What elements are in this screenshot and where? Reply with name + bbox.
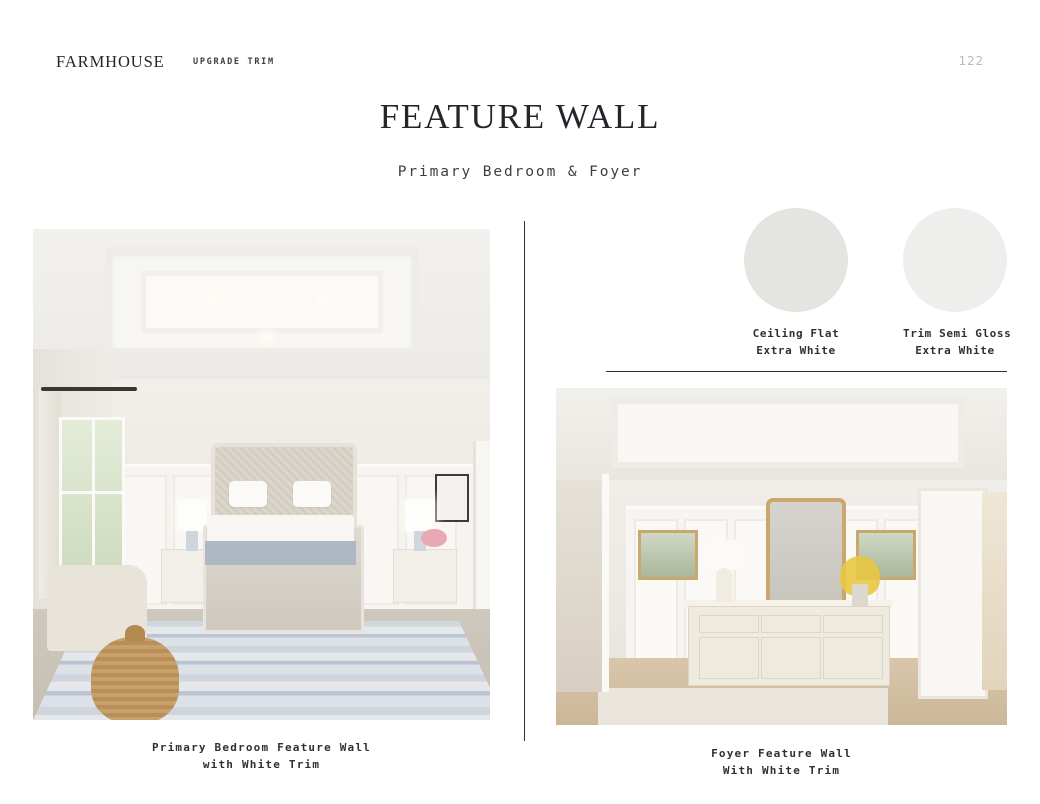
- sub-brand-label: UPGRADE TRIM: [193, 57, 275, 67]
- primary-bedroom-caption-line1: Primary Bedroom Feature Wall: [151, 741, 372, 754]
- primary-bedroom-caption: [33, 739, 490, 773]
- trim-semi-gloss-label-line1: Trim Semi Gloss: [903, 327, 1012, 340]
- swatch-ceiling-flat: [744, 208, 848, 359]
- page-subtitle: Primary Bedroom & Foyer: [397, 164, 643, 180]
- ceiling-flat-swatch-circle: [744, 208, 848, 312]
- brand-label: FARMHOUSE: [56, 52, 165, 71]
- page-header: [56, 52, 984, 74]
- foyer-photo: [556, 388, 1007, 725]
- trim-semi-gloss-swatch-circle: [903, 208, 1007, 312]
- primary-bedroom-photo: [33, 229, 490, 720]
- ceiling-flat-label-line2: Extra White: [756, 343, 836, 357]
- page-number: 122: [958, 53, 984, 68]
- horizontal-divider: [606, 371, 1007, 372]
- ceiling-flat-swatch-label: [744, 326, 848, 359]
- foyer-caption: [556, 745, 1007, 779]
- primary-bedroom-block: [33, 229, 490, 773]
- primary-bedroom-caption-line2: with White Trim: [202, 758, 321, 772]
- paint-swatch-group: [744, 208, 1012, 359]
- page-title: FEATURE WALL: [379, 97, 661, 136]
- swatch-trim-semi-gloss: [903, 208, 1012, 359]
- bedroom-scene-illustration: [33, 229, 490, 720]
- foyer-block: [556, 388, 1007, 779]
- foyer-caption-line1: Foyer Feature Wall: [711, 747, 852, 760]
- foyer-scene-illustration: [556, 388, 1007, 725]
- trim-semi-gloss-label-line2: Extra White: [915, 343, 995, 357]
- foyer-caption-line2: With White Trim: [722, 764, 841, 778]
- vertical-divider: [524, 221, 525, 741]
- ceiling-flat-label-line1: Ceiling Flat: [752, 327, 840, 340]
- trim-semi-gloss-swatch-label: [903, 326, 1012, 359]
